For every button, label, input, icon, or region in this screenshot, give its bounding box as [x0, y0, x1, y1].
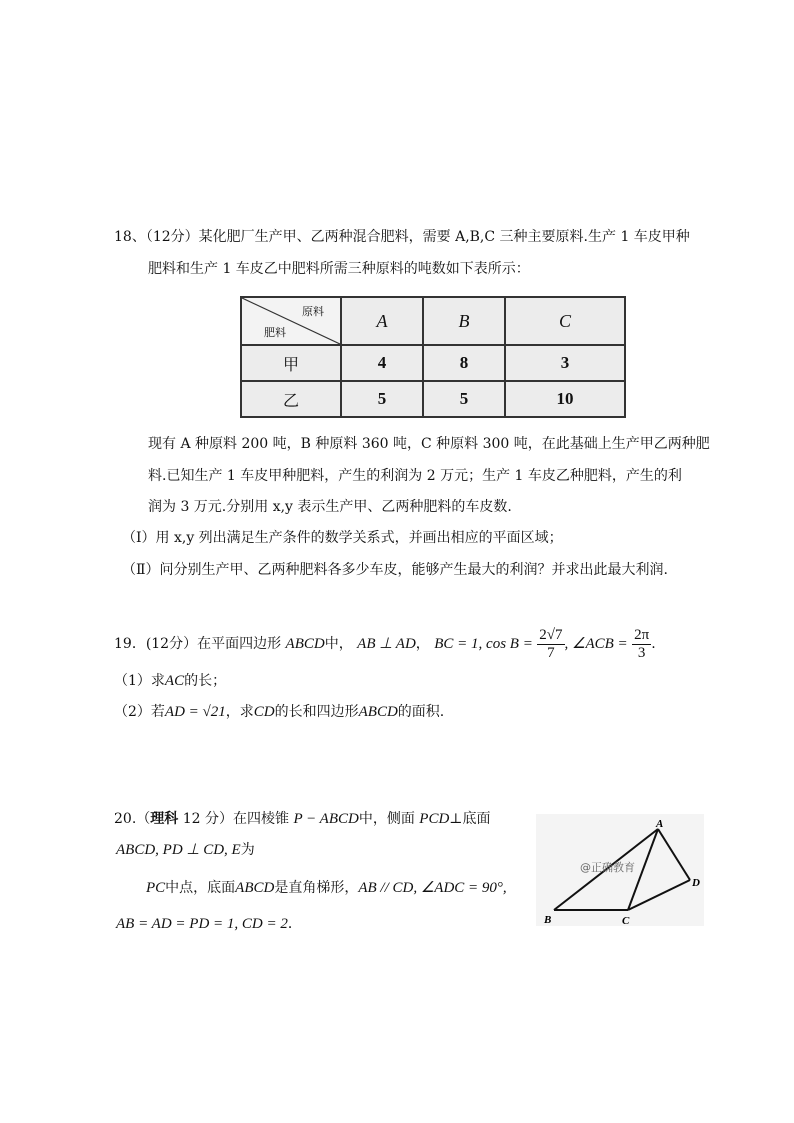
col-header-a: A	[341, 297, 423, 345]
q20-pyramid: P − ABCD	[293, 811, 359, 827]
table-cell: 10	[505, 381, 625, 417]
q18-para1: 现有 A 种原料 200 吨，B 种原料 360 吨，C 种原料 300 吨，在此基础上生产甲乙两种肥	[148, 436, 710, 452]
q19-bc: BC = 1, cos B =	[434, 636, 533, 652]
q20-tag: 理科	[150, 811, 179, 827]
q20-l3c: ABCD	[235, 880, 275, 896]
table-cell: 8	[423, 345, 505, 381]
q20-l3e: AB // CD, ∠ADC = 90°,	[358, 880, 507, 896]
q19-p2-e: 的长和四边形	[274, 704, 359, 720]
table-corner-cell	[241, 297, 341, 345]
q18-para2: 料.已知生产 1 车皮甲种肥料，产生的利润为 2 万元；生产 1 车皮乙种肥料，产生的利	[148, 468, 682, 484]
q20-l3d: 是直角梯形，	[274, 880, 359, 896]
corner-bottom-label: 肥料	[264, 326, 286, 339]
q19-p2-g: 的面积.	[397, 704, 445, 720]
q19-p2-a: （2）若	[114, 704, 165, 720]
q20-prefix: 20.（	[114, 811, 151, 827]
watermark-text: @正确教育	[580, 861, 635, 874]
cos-numerator: 2√7	[539, 626, 563, 643]
q20-l3b: 中点，底面	[165, 880, 236, 896]
angle-fraction	[632, 627, 651, 662]
label-c: C	[622, 915, 630, 926]
q19-p2-f: ABCD	[358, 704, 398, 720]
row-label: 乙	[241, 381, 341, 417]
q19-end: .	[651, 636, 656, 652]
table-cell: 3	[505, 345, 625, 381]
q19-p2-b: AD = √21	[164, 704, 226, 720]
table-row	[241, 345, 625, 381]
angle-denominator: 3	[637, 644, 646, 661]
q18-line1: 18、（12分）某化肥厂生产甲、乙两种混合肥料，需要 A,B,C 三种主要原料.生产 1 车皮甲种	[114, 229, 690, 245]
q20-l4: AB = AD = PD = 1, CD = 2	[116, 916, 288, 932]
q19-perp: AB ⊥ AD	[357, 636, 416, 652]
q20-l2a: ABCD, PD ⊥ CD, E	[116, 842, 241, 858]
cos-denominator: 7	[547, 644, 555, 661]
q19-p2-c: ，求	[225, 704, 254, 720]
q20-line1	[114, 809, 490, 829]
q19-p1-c: 的长；	[184, 673, 227, 689]
q18-line2: 肥料和生产 1 车皮乙中肥料所需三种原料的吨数如下表所示：	[148, 261, 530, 277]
q19-shape: ABCD	[285, 636, 325, 652]
q20-l4end: ．	[287, 916, 302, 932]
q19-p2-d: CD	[253, 704, 275, 720]
cos-fraction	[537, 627, 564, 662]
table-cell: 4	[341, 345, 423, 381]
q19-p1-a: （1）求	[114, 673, 165, 689]
q20-line2	[116, 840, 255, 860]
label-d: D	[692, 877, 700, 889]
q19-part1	[114, 671, 226, 691]
q20-l3a: PC	[146, 880, 166, 896]
table-cell: 5	[423, 381, 505, 417]
q19-part2	[114, 702, 444, 722]
col-header-c: C	[505, 297, 625, 345]
figure-svg	[536, 814, 704, 926]
q18-para3: 润为 3 万元.分别用 x,y 表示生产甲、乙两种肥料的车皮数.	[148, 499, 512, 515]
q20-l2b: 为	[240, 842, 255, 858]
row-label: 甲	[241, 345, 341, 381]
table-cell: 5	[341, 381, 423, 417]
q19-line1: 19．(12分）在平面四边形 ABCD中， AB ⊥ AD， BC = 1, cos B = $\frac{2√7}{7}$ , ∠ACB = $\frac{2\pi}{3}$ .	[114, 626, 656, 661]
label-a: A	[656, 818, 664, 830]
q20-line4	[116, 914, 302, 934]
label-b: B	[544, 914, 552, 926]
diagonal-line	[242, 298, 340, 344]
angle-numerator: 2π	[634, 626, 650, 643]
col-header-b: B	[423, 297, 505, 345]
q20-line3	[146, 878, 507, 898]
q20-l1b: 中，侧面	[358, 811, 415, 827]
materials-table	[240, 296, 626, 418]
q20-prefix2: 12 分）在四棱锥	[178, 811, 289, 827]
q19-angle: , ∠ACB =	[564, 636, 628, 652]
q19-mid: 中，	[324, 636, 353, 652]
table-row	[241, 381, 625, 417]
corner-top-label: 原料	[302, 305, 324, 318]
q20-l1c: ⊥底面	[449, 811, 491, 827]
q18-part2: （Ⅱ）问分别生产甲、乙两种肥料各多少车皮，能够产生最大的利润？并求出此最大利润.	[122, 562, 668, 578]
q20-pcd: PCD	[419, 811, 450, 827]
quadrilateral-figure	[536, 814, 704, 926]
q19-p1-b: AC	[164, 673, 185, 689]
q18-part1: （Ⅰ）用 x,y 列出满足生产条件的数学关系式，并画出相应的平面区域；	[122, 530, 563, 546]
q19-prefix: 19．(12分）在平面四边形	[114, 636, 282, 652]
